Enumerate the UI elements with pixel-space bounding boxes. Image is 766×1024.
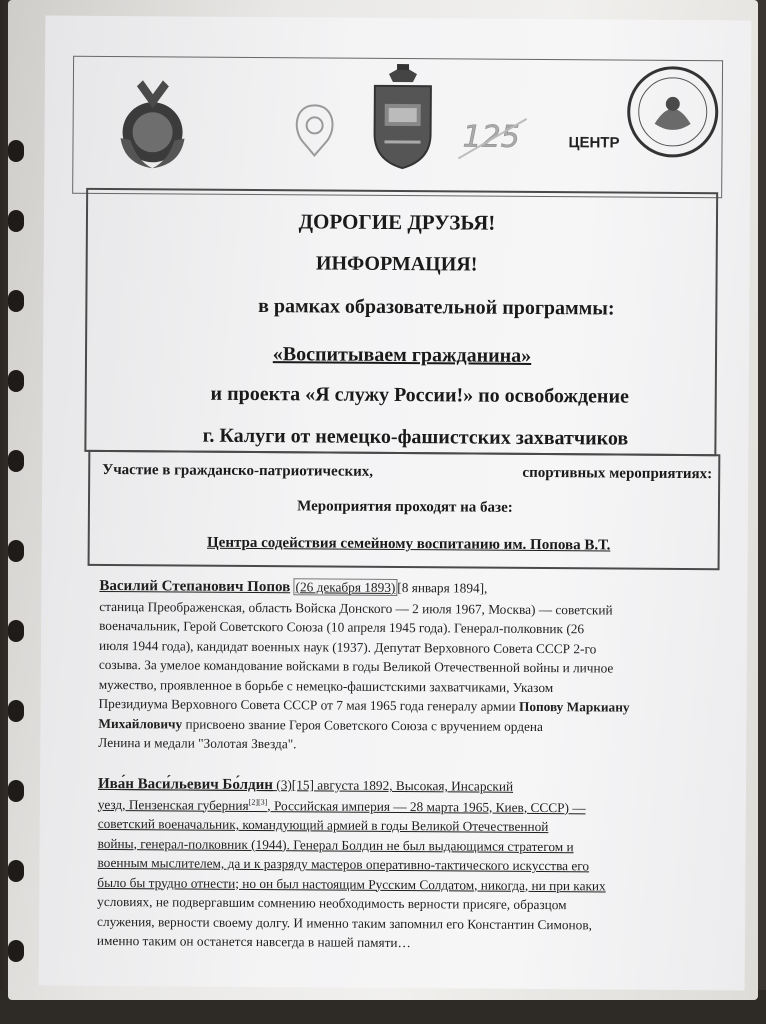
bio-line-text: уезд, Пензенская губерния: [97, 796, 249, 813]
biography-boldin: [97, 774, 698, 955]
center-logo-icon: [624, 64, 721, 161]
poster-sheet: [39, 16, 752, 991]
bio-name: Ива́н Васи́льевич Бо́лдин: [97, 775, 274, 794]
bio-line: созыва. За умелое командование войсками в годы Великой Отечественной войны и личное: [98, 656, 614, 676]
binder-hole: [8, 940, 24, 962]
bio-line: служения, верности своему долгу. И именно таким запомнил его Константин Симонов,: [97, 913, 593, 932]
coat-of-arms-icon: [366, 64, 439, 171]
bio-date-old: (26 декабря 1893): [294, 578, 398, 596]
bio-footnote: [2][3]: [248, 797, 268, 807]
bio-line-text: Президиума Верховного Совета СССР от 7 мая 1965 года генералу армии: [98, 695, 516, 714]
city-line: г. Калуги от немецко-фашистских захватчиков: [202, 424, 629, 450]
binder-hole: [8, 780, 24, 802]
bio-bold-name: Попову Маркиану Михайловичу: [98, 698, 630, 732]
program-line: в рамках образовательной программы:: [258, 295, 615, 320]
binder-hole: [8, 450, 24, 472]
binder-hole: [8, 290, 24, 312]
medal-emblem-icon: [106, 68, 197, 179]
binder-hole: [8, 620, 24, 642]
hands-heart-icon: [284, 95, 344, 165]
heading: ДОРОГИЕ ДРУЗЬЯ!: [298, 209, 496, 235]
info-heading: ИНФОРМАЦИЯ!: [315, 252, 478, 276]
bio-line-text: , Российская империя — 28 марта 1965, Киев, СССР) —: [267, 797, 586, 815]
bio-line: июля 1944 года), кандидат военных наук (1937). Депутат Верховного Совета СССР 2-го: [98, 637, 597, 656]
bio-name: Василий Степанович Попов: [99, 577, 291, 596]
participation-right: спортивных мероприятиях:: [522, 464, 713, 483]
bio-line: мужество, проявленное в борьбе с немецко-фашистскими захватчиками, Указом: [98, 676, 554, 695]
venue-line: Мероприятия проходят на базе:: [297, 498, 513, 516]
participation-left: Участие в гражданско-патриотических,: [102, 461, 374, 480]
bio-line-tail: присвоено звание Героя Советского Союза с вручением ордена: [185, 716, 543, 734]
venue-name: Центра содействия семейному воспитанию им. Попова В.Т.: [206, 534, 611, 554]
binder-hole: [8, 860, 24, 882]
svg-text:125: 125: [462, 119, 520, 155]
bio-date: (3)[15] августа 1892, Высокая, Инсарский: [276, 777, 514, 794]
binder-hole: [8, 540, 24, 562]
binder-hole: [8, 140, 24, 162]
bio-line: войны, генерал-полковник (1944). Генерал Болдин не был выдающимся стратегом и: [97, 835, 574, 854]
bio-line: было бы трудно отнести; но он был настоящим Русским Солдатом, никогда, ни при каких: [97, 874, 606, 893]
bio-line: именно таким он останется навсегда в нашей памяти…: [96, 932, 411, 951]
bio-date-new: [8 января 1894],: [397, 580, 488, 596]
bio-line: военачальник, Герой Советского Союза (10 апреля 1945 года). Генерал-полковник (26: [99, 617, 585, 637]
bio-line: станица Преображенская, область Войска Донского — 2 июля 1967, Москва) — советский: [99, 598, 613, 618]
biography-popov: [98, 576, 699, 757]
center-logo-text: ЦЕНТР: [568, 134, 620, 152]
binder-hole: [8, 210, 24, 232]
bio-line: [98, 694, 698, 737]
program-name: «Воспитываем гражданина»: [272, 343, 532, 367]
binder-hole: [8, 700, 24, 722]
bio-line: военным мыслителем, да и к разряду мастеров оперативно-тактического искусства его: [97, 854, 590, 874]
binder-hole: [8, 370, 24, 392]
bio-line: советский военачальник, командующий армией в годы Великой Отечественной: [97, 815, 549, 835]
project-line: и проекта «Я служу России!» по освобождение: [210, 382, 629, 408]
bio-line: Ленина и медали "Золотая Звезда".: [98, 734, 297, 752]
year-125-emblem-icon: [456, 98, 536, 169]
bio-line: условиях, не подвергавшим сомнению необходимость верности присяге, образцом: [97, 893, 567, 913]
